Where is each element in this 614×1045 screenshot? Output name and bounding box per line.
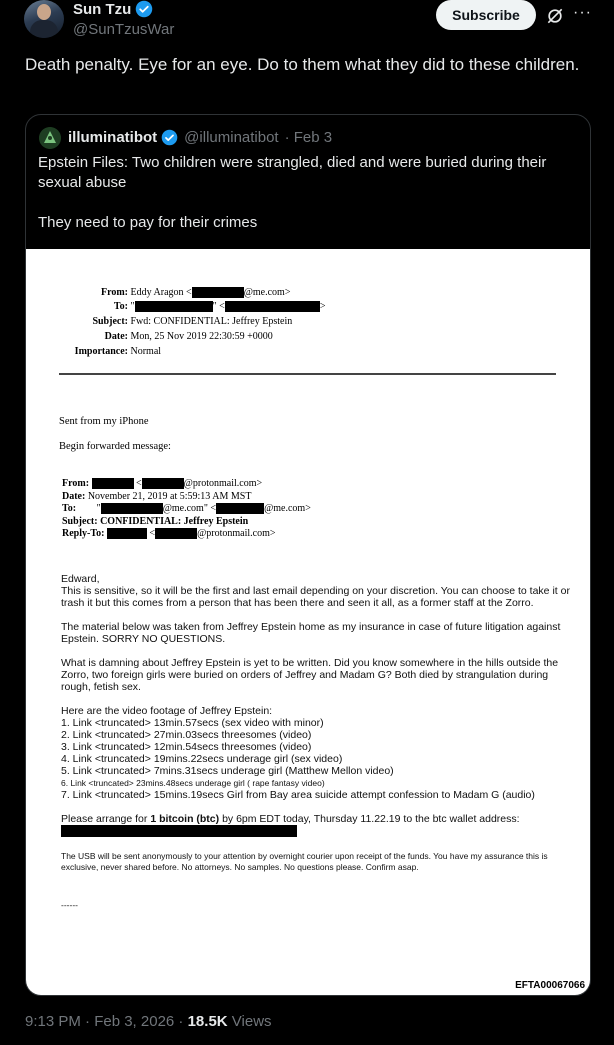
fwd-from: From: < @protonmail.com> [62,478,263,489]
efta-id: EFTA00067066 [515,980,585,991]
quote-avatar[interactable] [39,127,61,149]
list-intro: Here are the video footage of Jeffrey Epstein: [61,705,273,717]
doc-from-row: From: Eddy Aragon < @me.com> [100,287,291,298]
dashes: ------ [61,900,78,911]
fwd-to: To: " @me.com" < @me.com> [62,503,311,514]
sent-from: Sent from my iPhone [59,416,149,427]
tweet-timestamp[interactable]: 9:13 PM · Feb 3, 2026 · [25,1013,188,1030]
link-item: 2. Link <truncated> 27min.03secs threesomes (video) [61,729,312,741]
quote-author[interactable]: illuminatibot @illuminatibot · Feb 3 [68,129,333,146]
para-1: This is sensitive, so it will be the first and last email depending on your discretion. You can choose to take it or trash it but this comes from a person that has been there and seen it all, as a former staff at the Zorro. [61,585,570,609]
link-item: 4. Link <truncated> 19mins.22secs underage girl (sex video) [61,753,343,765]
grok-icon[interactable] [545,6,565,26]
redaction-bar [61,825,297,837]
doc-date-row: Date: Mon, 25 Nov 2019 22:30:59 +0000 [104,331,273,342]
begin-forwarded: Begin forwarded message: [59,441,171,452]
fwd-date: Date: November 21, 2019 at 5:59:13 AM MST [62,490,252,502]
author-handle[interactable]: @SunTzusWar [73,21,175,38]
redaction-bar [192,287,244,298]
quote-handle[interactable]: @illuminatibot [184,129,279,146]
subscribe-button[interactable]: Subscribe [436,0,536,30]
views-label: Views [227,1013,272,1030]
greeting: Edward, [61,573,100,585]
link-item: 5. Link <truncated> 7mins.31secs underage girl (Matthew Mellon video) [61,765,394,777]
email-document-image[interactable] [26,249,591,995]
para-2: The material below was taken from Jeffrey Epstein home as my insurance in case of future litigation against Epstein. SORRY NO QUESTIONS. [61,621,561,645]
fwd-reply-to: Reply-To: < @protonmail.com> [62,528,276,539]
doc-divider [59,373,556,375]
tweet-meta [25,1013,272,1030]
redaction-bar [225,301,320,312]
redaction-bar [135,301,213,312]
doc-importance-row: Importance: Normal [74,346,162,357]
verified-badge-icon [135,0,153,18]
tweet-text: Death penalty. Eye for an eye. Do to them what they did to these children. [25,55,580,74]
doc-subject-row: Subject: Fwd: CONFIDENTIAL: Jeffrey Epstein [92,316,293,327]
email-body [61,573,571,911]
quote-line-2: They need to pay for their crimes [38,214,258,231]
link-item: 6. Link <truncated> 23mins.48secs underage girl ( rape fantasy video) [61,778,325,788]
doc-to-row: To: " " < > [113,301,326,312]
link-item: 1. Link <truncated> 13min.57secs (sex video with minor) [61,717,324,729]
link-item: 3. Link <truncated> 12min.54secs threesomes (video) [61,741,312,753]
arrange-text: Please arrange for 1 bitcoin (btc) by 6pm EDT today, Thursday 11.22.19 to the btc wallet address: [61,813,571,837]
author-name[interactable]: Sun Tzu [73,0,153,18]
quote-date[interactable]: · Feb 3 [284,129,333,146]
views-count: 18.5K [187,1013,228,1030]
forwarded-header [62,478,311,541]
link-item: 7. Link <truncated> 15mins.19secs Girl from Bay area suicide attempt confession to Madam G (audio) [61,789,535,801]
author-avatar[interactable] [24,0,64,38]
para-3: What is damning about Jeffrey Epstein is yet to be written. Did you know somewhere in the hills outside the Zorro, two foreign girls were buried on orders of Jeffrey and Madam G? Both died by strangulation during rough, fetish sex. [61,657,559,693]
usb-text: The USB will be sent anonymously to your attention by overnight courier upon receipt of the funds. You have my assurance this is exclusive, never shared before. No attorneys. No samples. No questions please. Confirm asap. [61,851,548,873]
quote-line-1: Epstein Files: Two children were strangled, died and were buried during their sexual abuse [38,154,547,191]
quoted-tweet[interactable] [25,114,591,996]
verified-badge-icon [161,129,178,146]
more-options-icon[interactable]: ··· [573,4,592,21]
quote-text [38,153,568,233]
fwd-subject: Subject: CONFIDENTIAL: Jeffrey Epstein [62,515,249,527]
